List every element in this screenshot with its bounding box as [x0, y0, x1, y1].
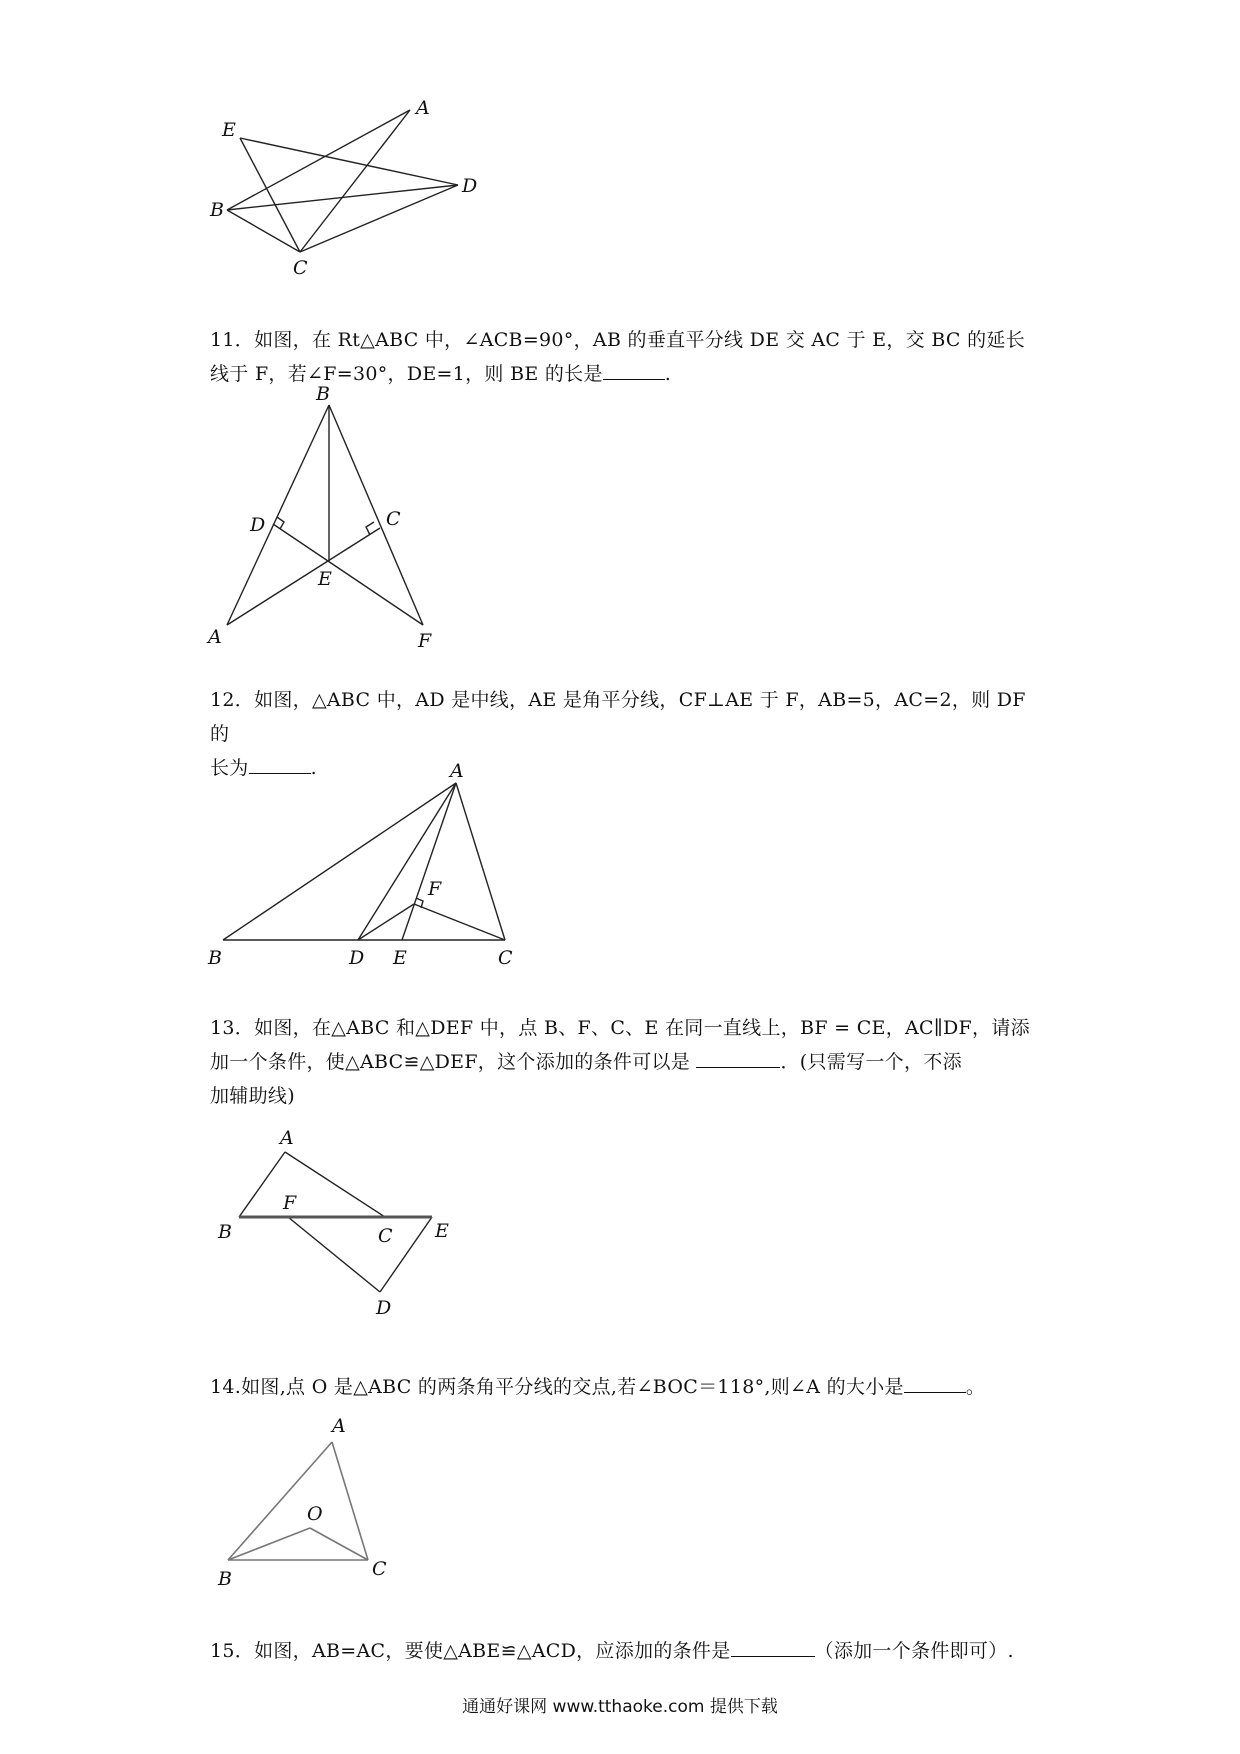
figure-q12 — [200, 755, 540, 970]
segment-ed — [240, 138, 458, 185]
label-c: C — [372, 1558, 387, 1580]
label-b: B — [208, 947, 222, 969]
label-b: B — [210, 199, 224, 221]
question-14-line1-text: 14.如图,点 O 是△ABC 的两条角平分线的交点,若∠BOC＝118°,则∠A 的大小是 — [210, 1376, 904, 1398]
question-12-line2-end: . — [310, 757, 317, 779]
label-d: D — [376, 1297, 392, 1319]
segment-ca — [300, 110, 410, 252]
label-a: A — [450, 760, 464, 782]
label-e: E — [435, 1220, 449, 1242]
answer-blank-15[interactable] — [731, 1636, 815, 1657]
segment-df — [358, 904, 414, 940]
segment-ad — [358, 783, 456, 940]
segment-bo — [228, 1528, 310, 1560]
label-d: D — [462, 175, 478, 197]
segment-fd — [288, 1217, 380, 1292]
label-d: D — [250, 514, 266, 536]
question-11-line2-end: . — [664, 363, 672, 385]
question-11-line1: 11．如图，在 Rt△ABC 中，∠ACB=90°，AB 的垂直平分线 DE 交 AC 于 E，交 BC 的延长 — [210, 329, 1026, 351]
question-15 — [210, 1634, 1040, 1668]
label-d: D — [349, 947, 365, 969]
question-13 — [210, 1011, 1040, 1113]
label-c: C — [293, 257, 308, 279]
question-13-line2 — [210, 1045, 1040, 1079]
question-12-line2-text: 长为 — [210, 757, 249, 779]
label-c: C — [378, 1225, 393, 1247]
question-12-line1: 12．如图，△ABC 中，AD 是中线，AE 是角平分线，CF⊥AE 于 F，AB=5，AC=2，则 DF 的 — [210, 689, 1026, 745]
label-f: F — [418, 630, 432, 652]
question-14 — [210, 1370, 1040, 1404]
answer-blank-14[interactable] — [904, 1372, 966, 1393]
label-e: E — [318, 568, 332, 590]
answer-blank-11[interactable] — [603, 359, 665, 380]
label-b: B — [218, 1221, 232, 1243]
label-a: A — [208, 626, 222, 648]
question-14-line1-end: 。 — [965, 1376, 986, 1398]
segment-ac — [285, 1152, 385, 1217]
answer-blank-13[interactable] — [696, 1047, 780, 1068]
question-15-line1-end: （添加一个条件即可）. — [814, 1640, 1014, 1662]
label-c: C — [498, 947, 513, 969]
segment-cd — [300, 185, 458, 252]
segment-ba — [239, 1152, 285, 1217]
question-13-line2-text: 加一个条件，使△ABC≌△DEF，这个添加的条件可以是 — [210, 1051, 697, 1073]
page-footer: 通通好课网 www.tthaoke.com 提供下载 — [462, 1697, 778, 1717]
question-11 — [210, 323, 1040, 391]
label-b: B — [218, 1568, 232, 1590]
label-c: C — [386, 508, 401, 530]
question-14-line1 — [210, 1370, 1040, 1404]
figure-q13 — [210, 1125, 460, 1325]
label-a: A — [416, 100, 430, 119]
figure-q10 — [200, 100, 520, 280]
question-13-line1: 13．如图，在△ABC 和△DEF 中，点 B、F、C、E 在同一直线上，BF = CE，AC∥DF，请添 — [210, 1017, 1030, 1039]
segment-ba — [227, 110, 410, 210]
segment-bf — [329, 405, 423, 625]
label-e: E — [393, 947, 407, 969]
question-13-line2-end: ．(只需写一个，不添 — [780, 1051, 962, 1073]
segment-fc — [414, 904, 505, 940]
question-15-line1-text: 15．如图，AB=AC，要使△ABE≌△ACD，应添加的条件是 — [210, 1640, 731, 1662]
question-15-line1 — [210, 1634, 1040, 1668]
segment-ba — [223, 783, 456, 940]
figure-q11 — [200, 385, 460, 655]
segment-ac — [456, 783, 505, 940]
label-f: F — [283, 1192, 297, 1214]
segment-ba — [228, 1442, 332, 1560]
question-13-line3: 加辅助线) — [210, 1085, 295, 1107]
figure-q14 — [210, 1410, 400, 1595]
question-11-line2-text: 线于 F，若∠F=30°，DE=1，则 BE 的长是 — [210, 363, 603, 385]
label-a: A — [332, 1415, 346, 1437]
label-e: E — [222, 119, 236, 141]
label-b: B — [316, 385, 330, 405]
label-f: F — [428, 878, 442, 900]
segment-df — [273, 524, 423, 625]
label-o: O — [307, 1503, 323, 1525]
label-a: A — [280, 1127, 294, 1149]
segment-ae — [402, 783, 456, 940]
